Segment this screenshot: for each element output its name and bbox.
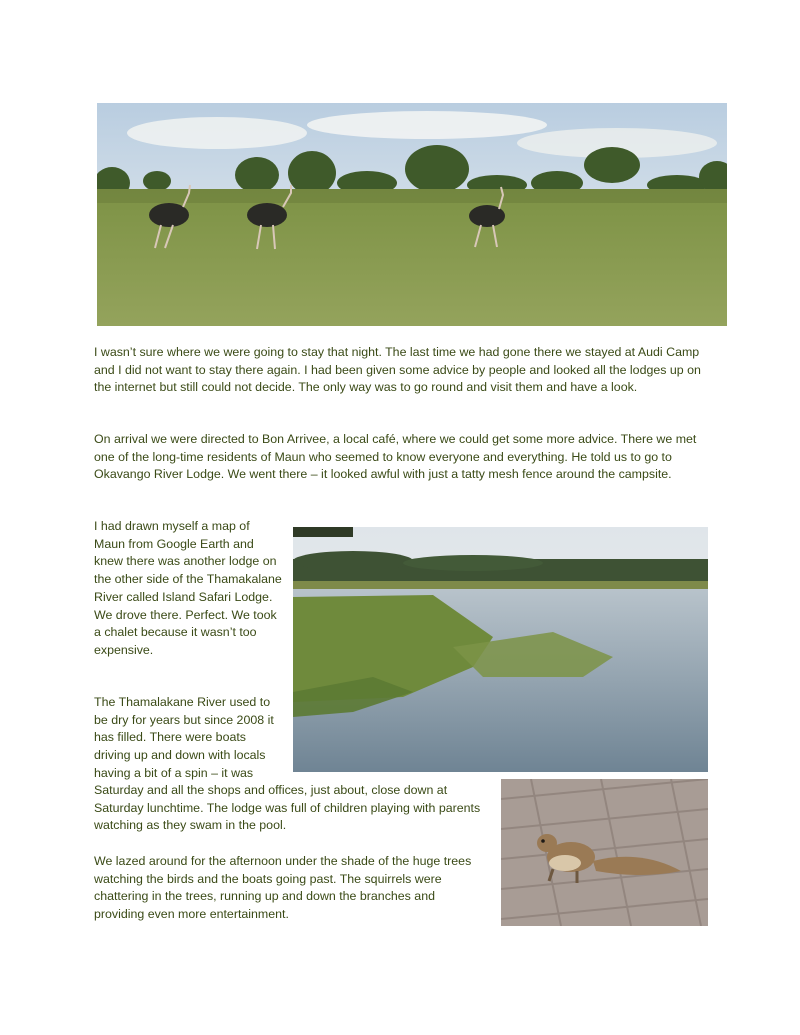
paragraph-afternoon: We lazed around for the afternoon under the shade of the huge trees watching the birds and the boats going past. The squirrels were chattering in the trees, running up and down the branches and providing even more entertainment. (94, 854, 472, 922)
river-photo (293, 527, 708, 772)
squirrel-photo (501, 779, 708, 926)
paragraph-island-safari-lodge: I had drawn myself a map of Maun from Google Earth and knew there was another lodge on the other side of the Thamakalane River called Island Safari Lodge. We drove there. Perfect. We took a chalet because it wasn’t too expensive. (94, 519, 282, 657)
paragraph-audi-camp: I wasn’t sure where we were going to stay that night. The last time we had gone there we stayed at Audi Camp and I did not want to stay there again. I had been given some advice by people and looked all the lodges up on the internet but still could not decide. The only way was to go round and visit them and have a look. (94, 345, 701, 395)
paragraph-saturday: Saturday and all the shops and offices, just about, close down at Saturday lunchtime. The lodge was full of children playing with parents watching as they swam in the pool. (94, 783, 481, 833)
paragraph-thamalakane-river: The Thamalakane River used to be dry for years but since 2008 it has filled. There were boats driving up and down with locals having a bit of a spin – it was (94, 695, 274, 780)
paragraph-bon-arrivee: On arrival we were directed to Bon Arrivee, a local café, where we could get some more advice. There we met one of the long-time residents of Maun who seemed to know everyone and everything. He told us to go to Okavango River Lodge. We went there – it looked awful with just a tatty mesh fence around the campsite. (94, 432, 697, 482)
ostrich-photo (97, 103, 727, 326)
